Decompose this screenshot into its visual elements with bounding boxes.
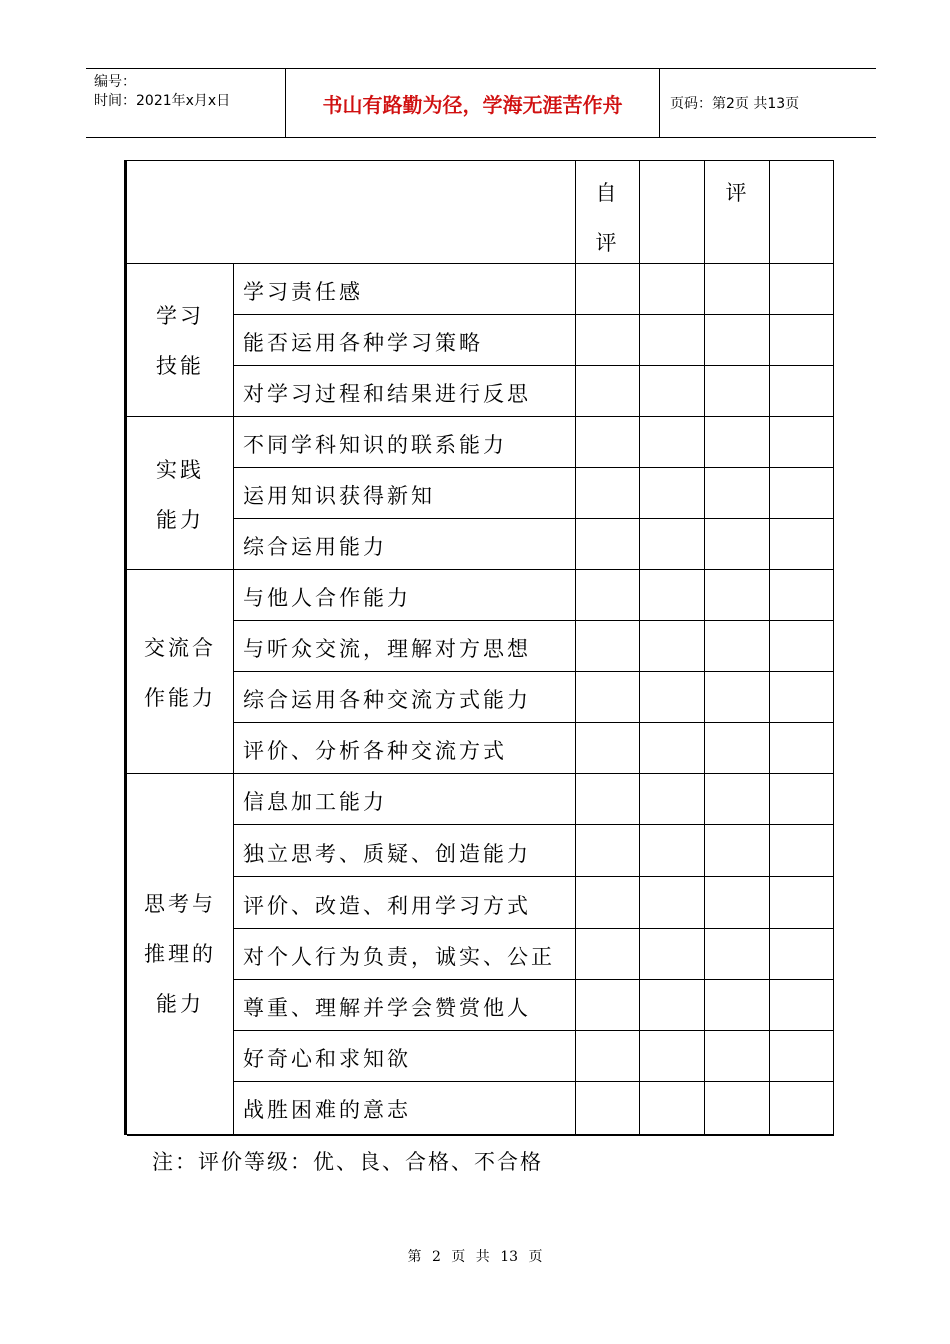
table-col-line xyxy=(769,161,770,1135)
page-footer: 第 2 页 共 13 页 xyxy=(407,1249,543,1265)
criterion-text: 运用知识获得新知 xyxy=(243,484,435,508)
category-label: 思考与 推理的 能力 xyxy=(144,892,216,1016)
peer-eval-header: 评 xyxy=(725,181,747,205)
table-row-line xyxy=(233,467,834,468)
table-row-line xyxy=(233,876,834,877)
criterion-text: 评价、分析各种交流方式 xyxy=(243,739,507,763)
criterion-text: 评价、改造、利用学习方式 xyxy=(243,894,531,918)
header-meta xyxy=(94,73,230,111)
criterion-text: 与他人合作能力 xyxy=(243,586,411,610)
grading-note: 注：评价等级：优、良、合格、不合格 xyxy=(152,1150,543,1174)
header-motto: 书山有路勤为径，学海无涯苦作舟 xyxy=(322,92,623,117)
table-row-line xyxy=(233,1030,834,1031)
table-col-line xyxy=(639,161,640,1135)
criterion-text: 学习责任感 xyxy=(243,280,363,304)
table-col-line xyxy=(233,263,234,1135)
self-eval-header-1: 自 xyxy=(595,181,617,205)
table-row-line xyxy=(233,1081,834,1082)
criterion-text: 综合运用各种交流方式能力 xyxy=(243,688,531,712)
table-row-line xyxy=(233,518,834,519)
self-eval-header-2: 评 xyxy=(595,231,617,255)
evaluation-table xyxy=(124,160,834,1135)
table-border-right xyxy=(833,161,834,1135)
category-label: 交流合 作能力 xyxy=(144,636,216,710)
table-row-line xyxy=(233,824,834,825)
criterion-text: 好奇心和求知欲 xyxy=(243,1047,411,1071)
criterion-text: 对学习过程和结果进行反思 xyxy=(243,382,531,406)
header-page-number: 页码：第2页 共13页 xyxy=(670,96,800,112)
criterion-text: 与听众交流，理解对方思想 xyxy=(243,637,531,661)
table-row-line xyxy=(233,928,834,929)
table-row-line xyxy=(233,671,834,672)
criterion-text: 能否运用各种学习策略 xyxy=(243,331,483,355)
table-row-line xyxy=(233,314,834,315)
table-row-line xyxy=(233,722,834,723)
criterion-text: 不同学科知识的联系能力 xyxy=(243,433,507,457)
table-row-line xyxy=(233,620,834,621)
header-divider xyxy=(659,69,660,137)
category-label: 实践 能力 xyxy=(156,458,204,532)
criterion-text: 独立思考、质疑、创造能力 xyxy=(243,842,531,866)
category-label: 学习 技能 xyxy=(156,304,204,378)
criterion-text: 综合运用能力 xyxy=(243,535,387,559)
header-date: 时间：2021年x月x日 xyxy=(94,93,231,109)
criterion-text: 战胜困难的意志 xyxy=(243,1098,411,1122)
criterion-text: 对个人行为负责，诚实、公正 xyxy=(243,945,555,969)
table-col-line xyxy=(704,161,705,1135)
table-col-line xyxy=(575,161,576,1135)
header-number: 编号： xyxy=(94,74,136,90)
page-header xyxy=(86,68,876,138)
table-row-line xyxy=(233,365,834,366)
criterion-text: 信息加工能力 xyxy=(243,790,387,814)
criterion-text: 尊重、理解并学会赞赏他人 xyxy=(243,996,531,1020)
table-row-line xyxy=(233,979,834,980)
